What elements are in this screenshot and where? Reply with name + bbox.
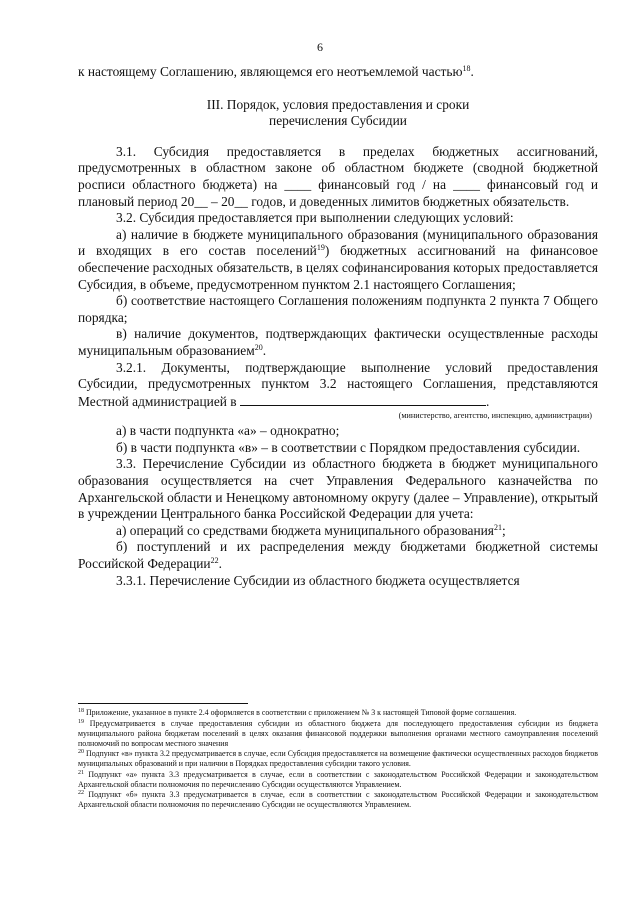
footnote-separator xyxy=(78,703,248,704)
page-number: 6 xyxy=(317,40,323,54)
footnote-ref-19: 19 xyxy=(316,243,325,253)
paragraph-3-3-a: а) операций со средствами бюджета муниципального образования$^{21}$; xyxy=(116,522,506,538)
blank-line xyxy=(240,393,486,406)
footnote-19: $^{19}$ Предусматривается в случае предоставления субсидии из областного бюджета для последующего предоставления субсидии из бюджета муниципального района бюджетам поселений в целях оказания финансовой поддержки выполнения органами местного самоуправления поселений полномочий по вопросам местного значения xyxy=(78,718,598,748)
document-body xyxy=(78,64,598,589)
paragraph-3-2-b: б) соответствие настоящего Соглашения положениям подпункта 2 пункта 7 Общего порядка; xyxy=(78,293,598,325)
paragraph-3-2-1-b: б) в части подпункта «в» – в соответствии с Порядком предоставления субсидии. xyxy=(116,439,581,455)
footnotes xyxy=(78,708,598,811)
paragraph-3-2-c: в) наличие документов, подтверждающих фактически осуществленные расходы муниципальным образованием$^{20}$. xyxy=(78,326,598,358)
paragraph-3-2-1-a: а) в части подпункта «а» – однократно; xyxy=(116,423,340,439)
footnote-ref-18: 18 xyxy=(462,64,471,73)
section-heading: III. Порядок, условия предоставления и сроки перечисления Субсидии xyxy=(206,96,470,129)
paragraph-3-2-a: а) наличие в бюджете муниципального образования (муниципального образования и входящих в его состав поселений$^{19}$) бюджетных ассигнований на финансовое обеспечение расходных обязательств, в целях софинансирования которых предоставляется Субсидия, в объеме, предусмотренном пунктом 2.1 настоящего Соглашения; xyxy=(78,226,598,292)
footnote-ref-21: 21 xyxy=(493,522,502,532)
footnote-ref-22: 22 xyxy=(210,556,219,566)
paragraph-3-2: 3.2. Субсидия предоставляется при выполнении следующих условий: xyxy=(116,210,514,226)
footnote-ref-20: 20 xyxy=(254,342,263,352)
blank-hint: (министерство, агентство, инспекцию, администрации) xyxy=(398,411,592,421)
footnote-20: $^{20}$ Подпункт «в» пункта 3.2 предусматривается в случае, если Субсидия предоставляется на возмещение фактически осуществленных расходов бюджетов муниципальных образований и при наличии в Порядках предоставления субсидии такого условия. xyxy=(78,749,598,768)
paragraph-3-2-1: 3.2.1. Документы, подтверждающие выполнение условий предоставления Субсидии, предусмотренных пунктом 3.2 настоящего Соглашения, представляются Местной администрацией в . xyxy=(78,359,598,409)
intro-paragraph: к настоящему Соглашению, являющемся его неотъемлемой частью$^{18}$. xyxy=(78,64,474,79)
footnote-22: $^{22}$ Подпункт «б» пункта 3.3 предусматривается в случае, если в соответствии с законодательством Российской Федерации и законодательством Архангельской области полномочия по перечислению Субсидии не осуществляются Управлением. xyxy=(78,790,598,809)
paragraph-3-3-1: 3.3.1. Перечисление Субсидии из областного бюджета осуществляется xyxy=(116,572,520,588)
paragraph-3-3: 3.3. Перечисление Субсидии из областного бюджета в бюджет муниципального образования осуществляется на счет Управления Федерального казначейства по Архангельской области и Ненецкому автономному округу (далее – Управление), открытый в учреждении Центрального банка Российской Федерации для учета: xyxy=(78,456,598,522)
paragraph-3-3-b: б) поступлений и их распределения между бюджетами бюджетной системы Российской Федерации$^{22}$. xyxy=(78,539,598,572)
footnote-21: $^{21}$ Подпункт «а» пункта 3.3 предусматривается в случае, если в соответствии с законодательством Российской Федерации и законодательством Архангельской области полномочия по перечислению Субсидии осуществляются Управлением. xyxy=(78,769,598,789)
footnote-18: $^{18}$ Приложение, указанное в пункте 2.4 оформляется в соответствии с приложением № 3 к настоящей Типовой форме соглашения. xyxy=(78,708,517,717)
paragraph-3-1: 3.1. Субсидия предоставляется в пределах бюджетных ассигнований, предусмотренных в областном законе об областном бюджете (сводной бюджетной росписи областного бюджета) на ____ финансовый год / на ____ финансовый год и плановый период 20__ – 20__ годов, и доведенных лимитов бюджетных обязательств. xyxy=(78,143,598,209)
